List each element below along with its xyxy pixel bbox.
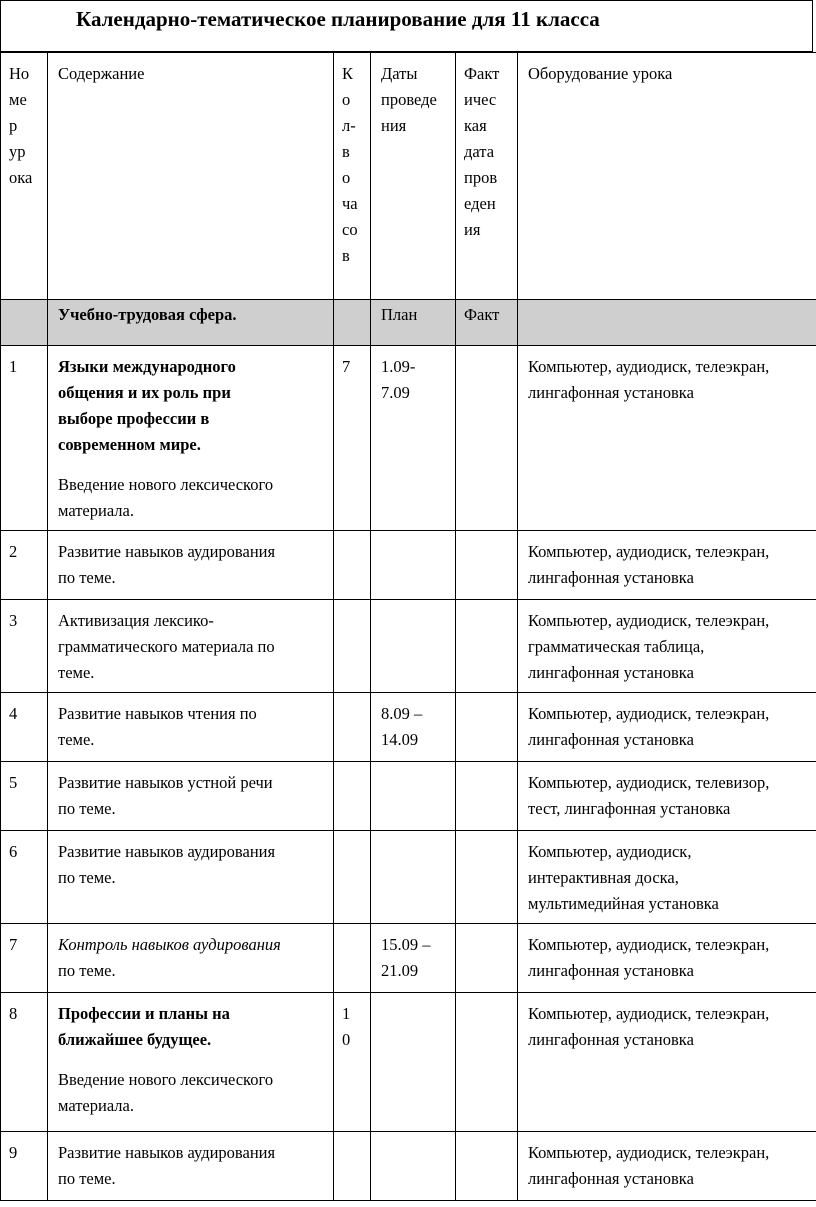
lesson-date-text: 8.09 – bbox=[381, 704, 423, 723]
lesson-content-text: теме. bbox=[58, 663, 95, 682]
lesson-number: 6 bbox=[1, 831, 48, 924]
lesson-equipment-text: грамматическая таблица, bbox=[528, 637, 705, 656]
header-dates-text: проведе bbox=[381, 90, 437, 109]
lesson-equipment-text: лингафонная установка bbox=[528, 663, 694, 682]
header-hours-text: ча bbox=[342, 194, 358, 213]
lesson-planned-date bbox=[371, 762, 456, 831]
header-num-text: ме bbox=[9, 90, 27, 109]
header-fact-text: ия bbox=[464, 220, 481, 239]
lesson-equipment-text: лингафонная установка bbox=[528, 568, 694, 587]
lesson-equipment-text: Компьютер, аудиодиск, bbox=[528, 842, 692, 861]
lesson-topic-title: Языки международного bbox=[58, 357, 236, 376]
lesson-topic-subtitle: Введение нового лексического bbox=[58, 475, 274, 494]
lesson-planned-date bbox=[371, 693, 456, 762]
lesson-content bbox=[48, 762, 334, 831]
lesson-planned-date bbox=[371, 531, 456, 600]
lesson-actual-date bbox=[456, 693, 518, 762]
lesson-equipment-text: лингафонная установка bbox=[528, 961, 694, 980]
lesson-equipment bbox=[518, 600, 816, 693]
lesson-hours bbox=[334, 993, 371, 1132]
lesson-actual-date bbox=[456, 1132, 518, 1201]
lesson-number: 1 bbox=[1, 346, 48, 531]
lesson-equipment-text: Компьютер, аудиодиск, телевизор, bbox=[528, 773, 770, 792]
lesson-number: 5 bbox=[1, 762, 48, 831]
lesson-date-text: 21.09 bbox=[381, 961, 419, 980]
lesson-content-text: по теме. bbox=[58, 799, 116, 818]
header-num-text: Но bbox=[9, 64, 30, 83]
lesson-number: 8 bbox=[1, 993, 48, 1132]
lesson-equipment bbox=[518, 831, 816, 924]
lesson-topic-title: Профессии и планы на bbox=[58, 1004, 230, 1023]
lesson-equipment-text: тест, лингафонная установка bbox=[528, 799, 731, 818]
plan-table bbox=[0, 52, 816, 1201]
lesson-hours bbox=[334, 693, 371, 762]
table-header-row bbox=[1, 53, 816, 300]
lesson-content bbox=[48, 531, 334, 600]
header-content: Содержание bbox=[48, 53, 334, 300]
lesson-equipment-text: Компьютер, аудиодиск, телеэкран, bbox=[528, 1143, 770, 1162]
lesson-equipment-text: Компьютер, аудиодиск, телеэкран, bbox=[528, 935, 770, 954]
lesson-content-text: по теме. bbox=[58, 961, 116, 980]
header-dates-text: ния bbox=[381, 116, 407, 135]
lesson-content bbox=[48, 993, 334, 1132]
lesson-planned-date bbox=[371, 1132, 456, 1201]
lesson-hours bbox=[334, 600, 371, 693]
lesson-number: 9 bbox=[1, 1132, 48, 1201]
lesson-hours bbox=[334, 1132, 371, 1201]
sphere-empty-cell bbox=[334, 300, 371, 346]
header-hours-text: л- bbox=[342, 116, 356, 135]
lesson-content-text: Активизация лексико- bbox=[58, 611, 214, 630]
header-num-text: р bbox=[9, 116, 18, 135]
lesson-planned-date bbox=[371, 831, 456, 924]
lesson-equipment-text: интерактивная доска, bbox=[528, 868, 679, 887]
lesson-equipment-text: Компьютер, аудиодиск, телеэкран, bbox=[528, 611, 770, 630]
lesson-equipment bbox=[518, 531, 816, 600]
header-dates-text: Даты bbox=[381, 64, 418, 83]
lesson-content-text: Развитие навыков аудирования bbox=[58, 542, 276, 561]
header-fact-text: ичес bbox=[464, 90, 497, 109]
header-num-text: ока bbox=[9, 168, 33, 187]
lesson-hours bbox=[334, 762, 371, 831]
sphere-fact: Факт bbox=[456, 300, 518, 346]
spacer bbox=[58, 1053, 333, 1067]
lesson-equipment-text: Компьютер, аудиодиск, телеэкран, bbox=[528, 704, 770, 723]
sphere-row bbox=[1, 300, 816, 346]
header-lesson-number bbox=[1, 53, 48, 300]
lesson-equipment-text: Компьютер, аудиодиск, телеэкран, bbox=[528, 1004, 770, 1023]
lesson-equipment-text: лингафонная установка bbox=[528, 730, 694, 749]
lesson-equipment-text: Компьютер, аудиодиск, телеэкран, bbox=[528, 542, 770, 561]
header-hours bbox=[334, 53, 371, 300]
lesson-actual-date bbox=[456, 600, 518, 693]
header-dates bbox=[371, 53, 456, 300]
sphere-empty-cell bbox=[1, 300, 48, 346]
lesson-actual-date bbox=[456, 346, 518, 531]
lesson-planned-date bbox=[371, 346, 456, 531]
lesson-topic-title: выборе профессии в bbox=[58, 409, 210, 428]
lesson-planned-date bbox=[371, 993, 456, 1132]
lesson-actual-date bbox=[456, 762, 518, 831]
lesson-number: 2 bbox=[1, 531, 48, 600]
lesson-topic-subtitle: Введение нового лексического bbox=[58, 1070, 274, 1089]
lesson-content bbox=[48, 600, 334, 693]
sphere-label: Учебно-трудовая сфера. bbox=[48, 300, 334, 346]
table-row bbox=[1, 762, 816, 831]
lesson-content bbox=[48, 924, 334, 993]
lesson-content-text: теме. bbox=[58, 730, 95, 749]
lesson-equipment bbox=[518, 346, 816, 531]
sphere-empty-cell bbox=[518, 300, 816, 346]
lesson-content-text: грамматического материала по bbox=[58, 637, 275, 656]
header-hours-text: в bbox=[342, 246, 350, 265]
lesson-hours bbox=[334, 924, 371, 993]
lesson-number: 3 bbox=[1, 600, 48, 693]
lesson-equipment bbox=[518, 924, 816, 993]
lesson-topic-title: современном мире. bbox=[58, 435, 201, 454]
lesson-actual-date bbox=[456, 531, 518, 600]
lesson-planned-date bbox=[371, 924, 456, 993]
header-fact-text: кая bbox=[464, 116, 487, 135]
header-hours-text: со bbox=[342, 220, 358, 239]
lesson-topic-subtitle: материала. bbox=[58, 1096, 134, 1115]
header-equipment: Оборудование урока bbox=[518, 53, 816, 300]
lesson-content bbox=[48, 346, 334, 531]
lesson-equipment-text: Компьютер, аудиодиск, телеэкран, bbox=[528, 357, 770, 376]
lesson-content-text: Развитие навыков аудирования bbox=[58, 1143, 276, 1162]
lesson-date-text: 1.09- bbox=[381, 357, 416, 376]
document-title: Календарно-тематическое планирование для 11 класса bbox=[76, 7, 600, 31]
lesson-equipment-text: лингафонная установка bbox=[528, 1030, 694, 1049]
lesson-hours bbox=[334, 831, 371, 924]
header-fact-text: дата bbox=[464, 142, 495, 161]
lesson-hours-text: 1 bbox=[342, 1004, 351, 1023]
sphere-plan: План bbox=[371, 300, 456, 346]
lesson-number: 4 bbox=[1, 693, 48, 762]
lesson-content-text: по теме. bbox=[58, 568, 116, 587]
lesson-hours: 7 bbox=[334, 346, 371, 531]
table-row bbox=[1, 693, 816, 762]
lesson-content-text: Развитие навыков аудирования bbox=[58, 842, 276, 861]
lesson-actual-date bbox=[456, 924, 518, 993]
table-row bbox=[1, 1132, 816, 1201]
lesson-equipment bbox=[518, 993, 816, 1132]
lesson-equipment bbox=[518, 693, 816, 762]
lesson-equipment-text: лингафонная установка bbox=[528, 383, 694, 402]
lesson-content-text: по теме. bbox=[58, 1169, 116, 1188]
lesson-topic-title: общения и их роль при bbox=[58, 383, 231, 402]
lesson-hours-text: 0 bbox=[342, 1030, 351, 1049]
spacer bbox=[58, 458, 333, 472]
lesson-equipment bbox=[518, 762, 816, 831]
lesson-content-italic: Контроль навыков аудирования bbox=[58, 935, 281, 954]
lesson-actual-date bbox=[456, 831, 518, 924]
header-num-text: ур bbox=[9, 142, 26, 161]
table-row bbox=[1, 924, 816, 993]
lesson-date-text: 14.09 bbox=[381, 730, 419, 749]
title-row bbox=[0, 0, 813, 52]
table-row bbox=[1, 600, 816, 693]
lesson-content-text: Развитие навыков устной речи bbox=[58, 773, 273, 792]
lesson-planned-date bbox=[371, 600, 456, 693]
lesson-topic-subtitle: материала. bbox=[58, 501, 134, 520]
header-fact-text: еден bbox=[464, 194, 496, 213]
lesson-hours bbox=[334, 531, 371, 600]
lesson-content bbox=[48, 693, 334, 762]
header-actual-date bbox=[456, 53, 518, 300]
lesson-content bbox=[48, 1132, 334, 1201]
lesson-number: 7 bbox=[1, 924, 48, 993]
lesson-topic-title: ближайшее будущее. bbox=[58, 1030, 212, 1049]
table-row bbox=[1, 531, 816, 600]
lesson-equipment-text: лингафонная установка bbox=[528, 1169, 694, 1188]
table-row bbox=[1, 831, 816, 924]
header-hours-text: о bbox=[342, 168, 351, 187]
lesson-date-text: 15.09 – bbox=[381, 935, 431, 954]
lesson-content-text: по теме. bbox=[58, 868, 116, 887]
lesson-equipment-text: мультимедийная установка bbox=[528, 894, 719, 913]
lesson-equipment bbox=[518, 1132, 816, 1201]
header-hours-text: о bbox=[342, 90, 351, 109]
table-row bbox=[1, 346, 816, 531]
lesson-actual-date bbox=[456, 993, 518, 1132]
lesson-date-text: 7.09 bbox=[381, 383, 410, 402]
lesson-content bbox=[48, 831, 334, 924]
header-fact-text: Факт bbox=[464, 64, 500, 83]
header-hours-text: К bbox=[342, 64, 354, 83]
header-hours-text: в bbox=[342, 142, 350, 161]
table-row bbox=[1, 993, 816, 1132]
header-fact-text: пров bbox=[464, 168, 498, 187]
lesson-content-text: Развитие навыков чтения по bbox=[58, 704, 257, 723]
